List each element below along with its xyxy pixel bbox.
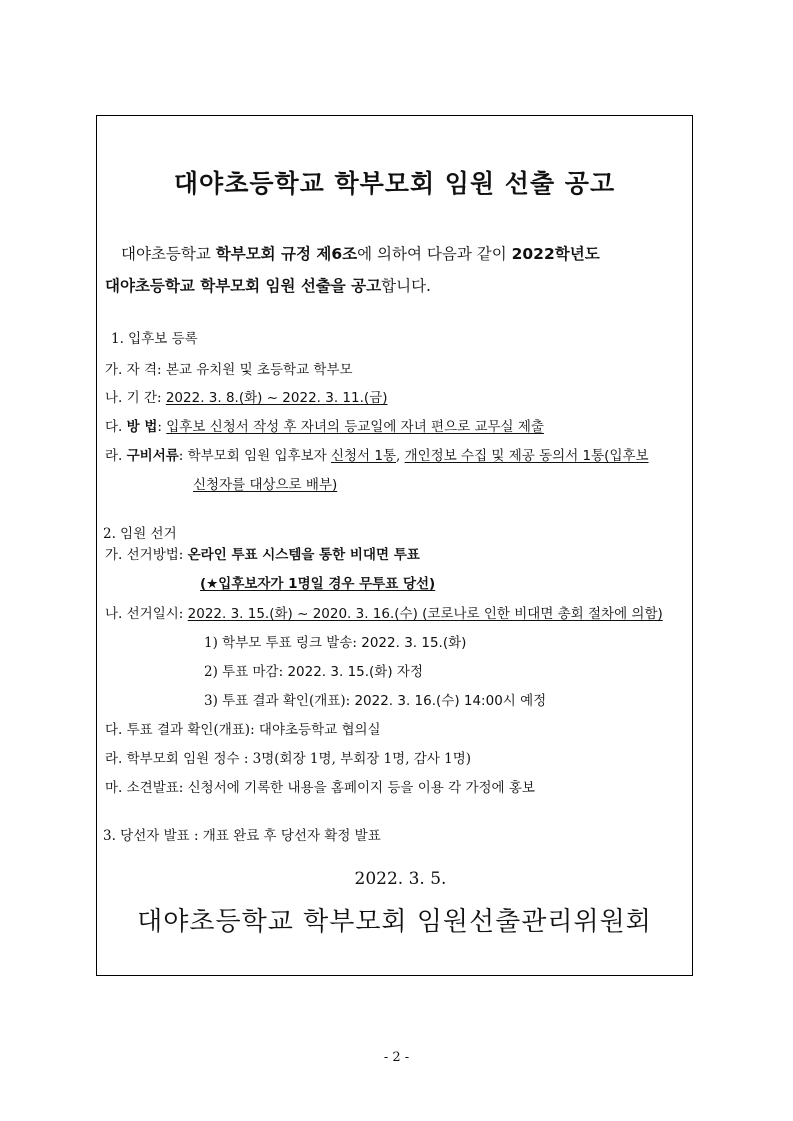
intro-paragraph [105,238,686,302]
intro-school-year: 2022학년도 [511,245,600,263]
issuing-organization: 대야초등학교 학부모회 임원선출관리위원회 [137,907,652,937]
method-value: 입후보 신청서 작성 후 자녀의 등교일에 자녀 편으로 교무실 제출 [166,419,544,435]
section2-item-d: 라. 학부모회 임원 정수 : 3명(회장 1명, 부회장 1명, 감사 1명) [105,751,472,767]
qualification-label: 가. 자 격: [105,362,162,378]
election-date-label: 나. 선거일시: [105,606,184,622]
intro-line-1 [105,238,686,270]
intro-line-2 [105,270,686,302]
section2-heading: 2. 임원 선거 [103,526,177,542]
period-value: 2022. 3. 8.(화) ~ 2022. 3. 11.(금) [165,390,388,406]
intro-notice-subject: 대야초등학교 학부모회 임원 선출을 공고 [105,277,382,295]
section1-heading: 1. 입후보 등록 [111,331,198,347]
section2-item-c: 다. 투표 결과 확인(개표): 대야초등학교 협의실 [105,722,381,738]
document-title: 대야초등학교 학부모회 임원 선출 공고 [173,169,616,198]
election-date-value: 2022. 3. 15.(화) ~ 2020. 3. 16.(수) (코로나로 인한 비대면 총회 절차에 의함) [187,606,663,622]
notice-date: 2022. 3. 5. [354,869,447,889]
page-number: - 2 - [383,1050,410,1065]
schedule-step-3-label: 3) 투표 결과 확인(개표): [204,693,351,709]
schedule-step-2-value: 2022. 3. 15.(화) 자정 [287,664,423,680]
section1-item-b [105,386,387,406]
documents-text-1: 학부모회 임원 입후보자 [187,448,331,464]
schedule-step-3-value: 2022. 3. 16.(수) 14:00시 예정 [354,693,547,709]
section1-item-d [105,444,649,464]
schedule-step-1-label: 1) 학부모 투표 링크 발송: [204,635,357,651]
intro-text-2: 에 의하여 다음과 같이 [357,245,512,263]
intro-rule-ref: 학부모회 규정 제6조 [215,245,358,263]
schedule-step-2-label: 2) 투표 마감: [204,664,284,680]
method-label-colon: : [157,419,162,435]
schedule-step-3 [204,689,546,709]
method-label: 방 법 [126,419,158,435]
documents-label: 구비서류 [126,448,179,464]
election-method-label: 가. 선거방법: [105,547,184,563]
intro-text-1: 대야초등학교 [121,245,216,263]
election-method-value: 온라인 투표 시스템을 통한 비대면 투표 [187,547,420,563]
documents-consent-continued: 신청자를 대상으로 배부) [193,477,338,493]
section2-item-e: 마. 소견발표: 신청서에 기록한 내용을 홈페이지 등을 이용 각 가정에 홍보 [105,780,535,796]
method-label-prefix: 다. [105,419,127,435]
documents-comma: , [396,448,405,464]
documents-label-prefix: 라. [105,448,127,464]
schedule-step-1 [204,631,466,651]
notice-frame [96,115,693,976]
schedule-step-1-value: 2022. 3. 15.(화) [361,635,467,651]
documents-application: 신청서 1통 [330,448,396,464]
section1-item-d-continued [193,473,337,493]
single-candidate-note: (★입후보자가 1명일 경우 무투표 당선) [200,576,436,592]
section2-item-a [105,543,420,563]
documents-label-colon: : [178,448,184,464]
section2-item-b [105,602,663,622]
qualification-value: 본교 유치원 및 초등학교 학부모 [165,362,353,378]
section1-item-c [105,415,544,435]
schedule-step-2 [204,660,423,680]
documents-consent: 개인정보 수집 및 제공 동의서 1통(입후보 [404,448,649,464]
section2-item-a-note [200,572,435,592]
period-label: 나. 기 간: [105,390,162,406]
intro-text-3: 합니다. [381,277,431,295]
section1-item-a [105,358,353,378]
section3-line: 3. 당선자 발표 : 개표 완료 후 당선자 확정 발표 [103,828,381,844]
